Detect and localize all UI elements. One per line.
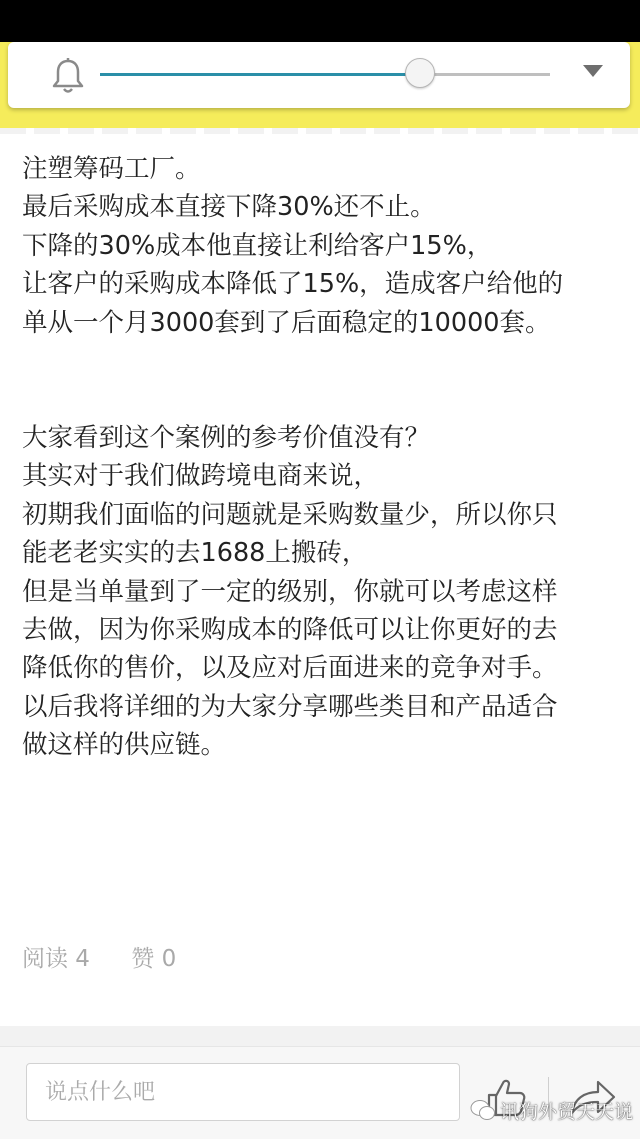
article-line: 初期我们面临的问题就是采购数量少，所以你只	[22, 499, 558, 530]
volume-slider[interactable]	[100, 73, 550, 76]
wechat-logo-icon	[470, 1099, 496, 1121]
section-divider	[0, 1026, 640, 1046]
comment-bar	[0, 1046, 640, 1139]
article-line: 做这样的供应链。	[22, 730, 227, 761]
article-line: 以后我将详细的为大家分享哪些类目和产品适合	[22, 691, 558, 722]
status-bar	[0, 0, 640, 42]
bell-icon[interactable]	[50, 56, 86, 96]
paragraph-gap	[22, 342, 622, 419]
comment-input[interactable]	[26, 1063, 460, 1121]
volume-slider-fill	[100, 73, 420, 76]
article-line: 最后采购成本直接下降30%还不止。	[22, 192, 436, 223]
article-line: 降低你的售价，以及应对后面进来的竞争对手。	[22, 653, 558, 684]
notification-shade	[0, 42, 640, 128]
volume-panel	[8, 42, 630, 108]
article-line: 注塑筹码工厂。	[22, 154, 201, 184]
article-line: 其实对于我们做跨境电商来说，	[22, 461, 380, 492]
article-line: 大家看到这个案例的参考价值没有？	[22, 423, 431, 454]
article-line: 但是当单量到了一定的级别，你就可以考虑这样	[22, 576, 558, 607]
article-line: 下降的30%成本他直接让利给客户15%，	[22, 230, 493, 261]
article-line: 单从一个月3000套到了后面稳定的10000套。	[22, 307, 551, 338]
volume-slider-thumb[interactable]	[405, 58, 435, 88]
article-line: 去做，因为你采购成本的降低可以让你更好的去	[22, 615, 558, 646]
article-body	[22, 150, 622, 765]
article-line: 让客户的采购成本降低了15%，造成客户给他的	[22, 269, 564, 300]
like-count[interactable]: 赞 0	[131, 946, 177, 972]
watermark	[470, 1096, 633, 1124]
article-line: 能老老实实的去1688上搬砖，	[22, 538, 368, 569]
chevron-down-icon[interactable]	[582, 64, 604, 78]
watermark-text: 讯狗外贸天天说	[500, 1100, 634, 1123]
read-count: 阅读 4	[22, 946, 90, 972]
article-stats	[22, 940, 210, 973]
